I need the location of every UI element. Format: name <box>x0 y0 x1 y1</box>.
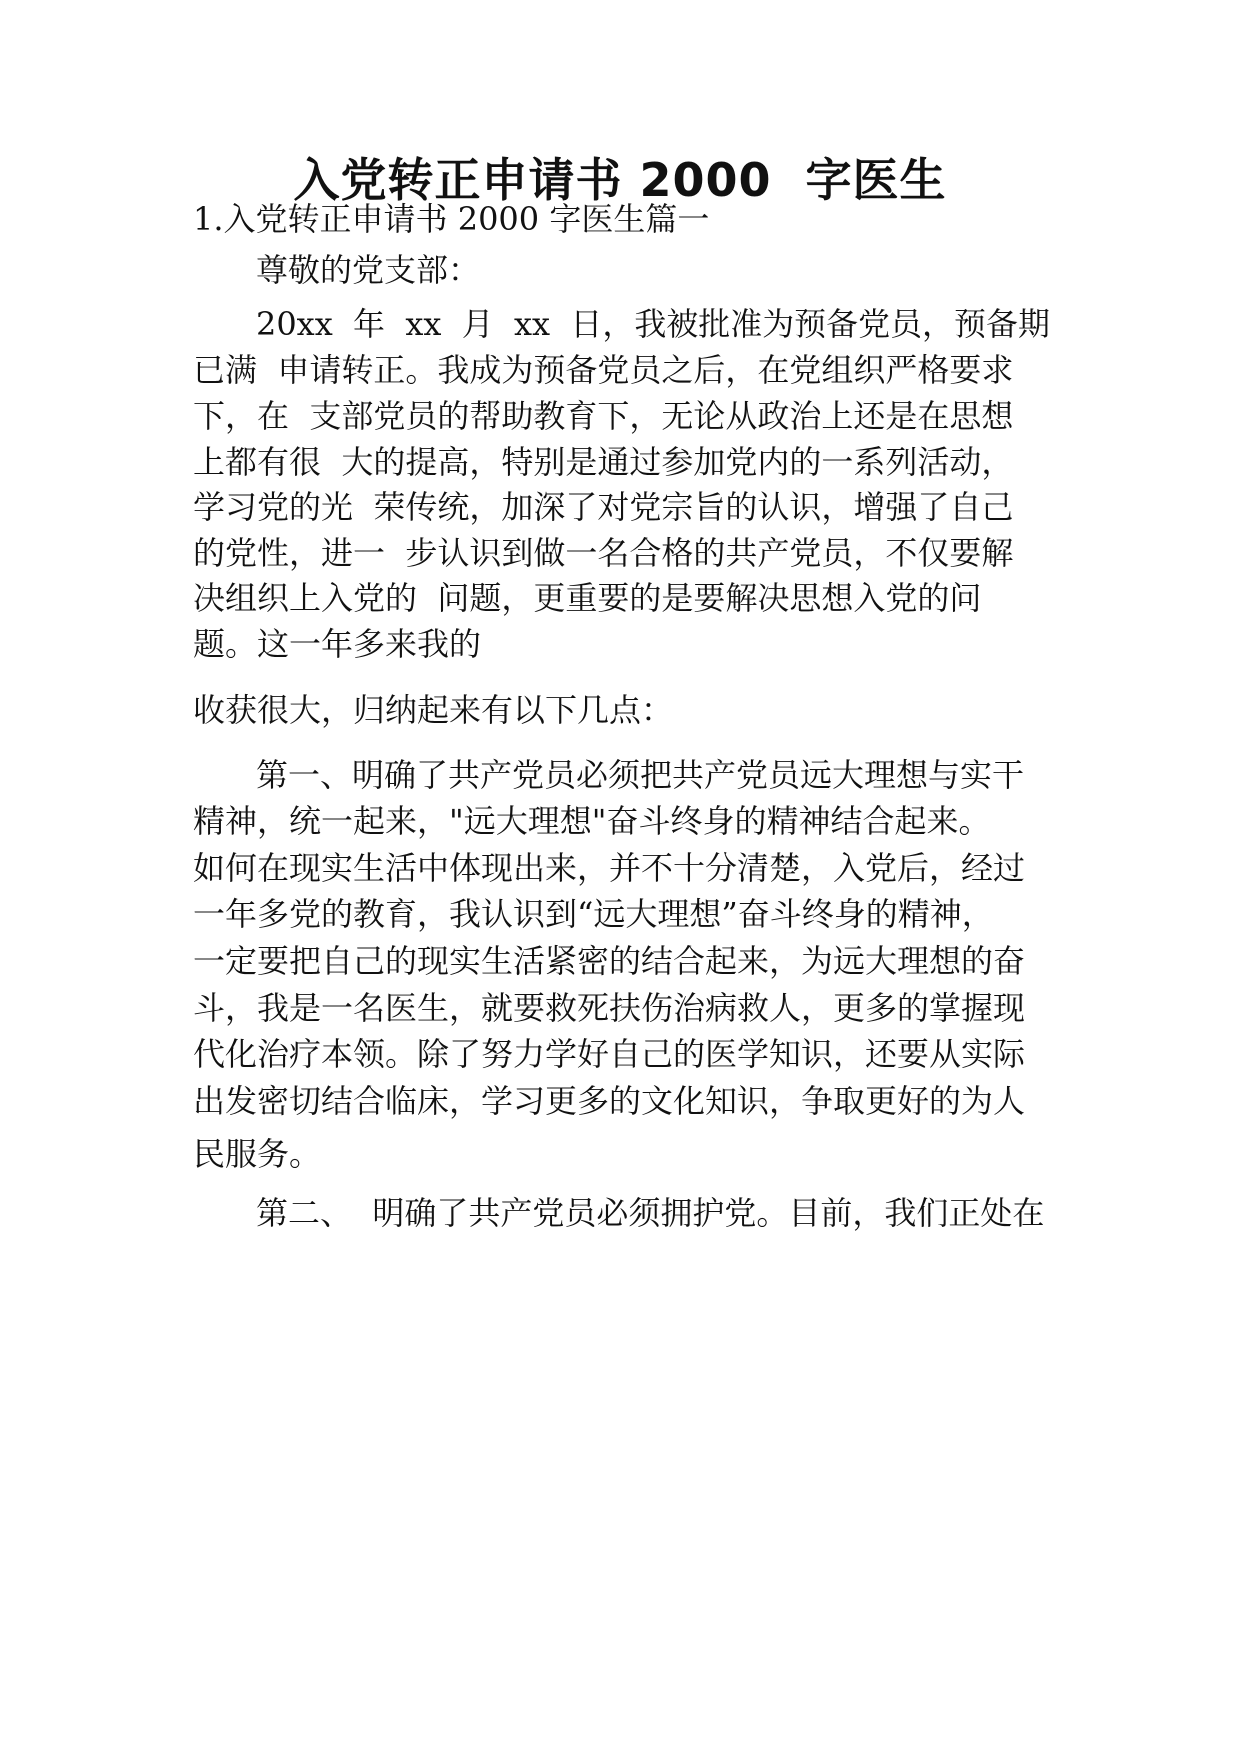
paragraph-line: 学习党的光 荣传统，加深了对党宗旨的认识，增强了自己 <box>193 488 1014 526</box>
paragraph-line: 已满 申请转正。我成为预备党员之后，在党组织严格要求 <box>193 351 1014 389</box>
paragraph-line: 下，在 支部党员的帮助教育下，无论从政治上还是在思想 <box>193 397 1014 435</box>
section-heading: 1.入党转正申请书 2000 字医生篇一 <box>193 200 710 238</box>
paragraph-line: 20xx 年 xx 月 xx 日，我被批准为预备党员，预备期 <box>256 305 1050 343</box>
paragraph-line: 上都有很 大的提高，特别是通过参加党内的一系列活动， <box>193 443 1014 481</box>
paragraph-line: 斗，我是一名医生，就要救死扶伤治病救人，更多的掌握现 <box>193 989 1026 1027</box>
paragraph-line: 第二、 明确了共产党员必须拥护党。目前，我们正处在 <box>256 1194 1045 1232</box>
salutation: 尊敬的党支部： <box>256 251 481 289</box>
paragraph-line: 精神，统一起来，"远大理想"奋斗终身的精神结合起来。 <box>193 802 991 840</box>
paragraph-line: 决组织上入党的 问题，更重要的是要解决思想入党的问 <box>193 579 982 617</box>
document-title: 入党转正申请书 2000 字医生 <box>293 153 947 207</box>
paragraph-line: 如何在现实生活中体现出来，并不十分清楚，入党后，经过 <box>193 849 1026 887</box>
paragraph-line: 出发密切结合临床，学习更多的文化知识，争取更好的为人 <box>193 1082 1026 1120</box>
paragraph-line: 第一、明确了共产党员必须把共产党员远大理想与实干 <box>256 756 1025 794</box>
paragraph-line: 的党性，进一 步认识到做一名合格的共产党员，不仅要解 <box>193 534 1014 572</box>
paragraph-line: 民服务。 <box>193 1135 322 1173</box>
paragraph-line: 题。这一年多来我的 <box>193 625 482 663</box>
paragraph-line: 代化治疗本领。除了努力学好自己的医学知识，还要从实际 <box>193 1035 1026 1073</box>
paragraph-line: 一年多党的教育，我认识到“远大理想”奋斗终身的精神， <box>193 895 994 933</box>
paragraph-line: 一定要把自己的现实生活紧密的结合起来，为远大理想的奋 <box>193 942 1026 980</box>
paragraph-line: 收获很大，归纳起来有以下几点： <box>193 691 674 729</box>
